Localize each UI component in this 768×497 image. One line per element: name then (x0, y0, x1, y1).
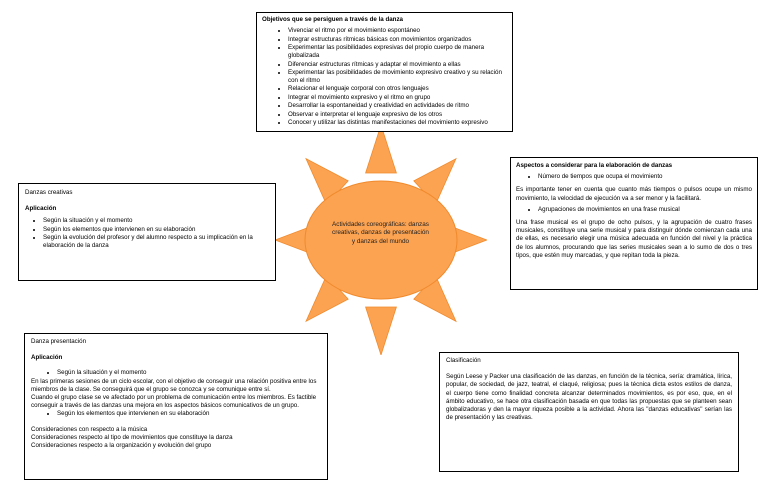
objective-item: • Diferenciar estructuras rítmicas y adaptar el movimiento a ellas (288, 61, 507, 69)
presentation-list-1 (31, 369, 321, 377)
objective-item: • Relacionar el lenguaje corporal con otros lenguajes (288, 85, 507, 93)
objective-item: • Desarrollar la espontaneidad y creatividad en actividades de ritmo (288, 102, 507, 110)
aspects-list-2 (516, 206, 752, 214)
presentation-bullet: • Según la situación y el momento (57, 369, 321, 377)
presentation-list-2 (31, 410, 321, 418)
sun-ray (366, 125, 397, 173)
creative-title: Danzas creativas (25, 189, 73, 196)
classification-box (439, 352, 739, 472)
aspects-bullet: • Número de tiempos que ocupa el movimiento (538, 173, 752, 181)
aspects-paragraph: Es importante tener en cuenta que cuanto más tiempos o pulsos ocupe un mismo movimiento, la velocidad de ejecución va a ser menor y la facilitará. (516, 186, 752, 202)
presentation-line: Consideraciones respecto al tipo de movimientos que constituye la danza (31, 433, 233, 441)
objectives-list (262, 27, 507, 127)
presentation-title: Danza presentación (31, 338, 87, 345)
objective-item: • Experimentar las posibilidades de movimiento expresivo creativo y su relación con el ritmo (288, 69, 507, 85)
aspects-box (510, 157, 758, 290)
creative-item: • Según la situación y el momento (43, 217, 269, 225)
objective-item: • Conocer y utilizar las distintas manifestaciones del movimiento expresivo (288, 119, 507, 127)
creative-item: • Según los elementos que intervienen en su elaboración (43, 226, 269, 234)
objective-item: • Observar e interpretar el lenguaje expresivo de los otros (288, 111, 507, 119)
presentation-dance-box (24, 333, 328, 480)
objectives-box (256, 12, 513, 132)
objective-item: • Integrar estructuras rítmicas básicas con movimientos organizados (288, 36, 507, 44)
presentation-bullet: • Según los elementos que intervienen en su elaboración (57, 410, 321, 418)
objective-item: • Experimentar las posibilidades expresivas del propio cuerpo de manera globalizada (288, 44, 507, 60)
center-label: Actividades coreográficas: danzas creativas, danzas de presentación y danzas del mundo (332, 221, 429, 245)
aspects-paragraph: Una frase musical es el grupo de ocho pulsos, y la agrupación de cuatro frases musicales, constituye una serie musical y para distinguir dónde comienzan cada una de ellas, es necesario elegir una música adecuada en función del nivel y la práctica de los alumnos, procurando que las series musicales sean a lo sumo de dos o tres tipos, que estén muy marcadas, y que repitan toda la pieza. (516, 218, 752, 259)
objective-item: • Vivenciar el ritmo por el movimiento espontáneo (288, 27, 507, 35)
presentation-paragraph: Cuando el grupo clase se ve afectado por un problema de comunicación entre los miembros. Es factible conseguir a través de las danzas una mejora en los aspectos básicos comunicativos de un grupo. (31, 393, 317, 410)
objectives-title: Objetivos que se persiguen a través de la danza (262, 16, 403, 23)
creative-item: • Según la evolución del profesor y del alumno respecto a su implicación en la elaboración de la danza (43, 234, 269, 250)
creative-dances-box (18, 183, 276, 281)
presentation-subtitle: Aplicación (31, 354, 63, 362)
creative-list (25, 217, 269, 250)
classification-title: Clasificación (446, 357, 481, 364)
creative-subtitle: Aplicación (25, 205, 57, 213)
aspects-bullet: • Agrupaciones de movimientos en una frase musical (538, 206, 752, 214)
presentation-line: Consideraciones con respecto a la música (31, 425, 148, 433)
objective-item: • Integrar el movimiento expresivo y el ritmo en grupo (288, 94, 507, 102)
classification-text: Según Leese y Packer una clasificación de las danzas, en función de la técnica, sería: dramática, lírica, popular, de sociedad, de jazz, teatral, el claqué, religiosa; pues la técnica dicta estos estilos de danza, el cuerpo tiene como finalidad concreta alcanzar determinados movimientos, es por eso, que, en el ámbito educativo, se hace otra clasificación basada en que todas las propuestas que se planteen sean globalizadoras y den la mayor riqueza posible a la actividad. Ahora las "danzas educativas" serían las de presentación y las creativas. (446, 373, 732, 422)
aspects-title: Aspectos a considerar para la elaboración de danzas (516, 162, 673, 169)
sun-ray (366, 307, 397, 355)
presentation-paragraph: En las primeras sesiones de un ciclo escolar, con el objetivo de conseguir una relación positiva entre los miembros de la clase. Se conseguirá que el grupo se conozca y se comunique entre sí. (31, 377, 317, 393)
presentation-line: Consideraciones respecto a la organización y evolución del grupo (31, 441, 212, 449)
aspects-list-1 (516, 173, 752, 181)
